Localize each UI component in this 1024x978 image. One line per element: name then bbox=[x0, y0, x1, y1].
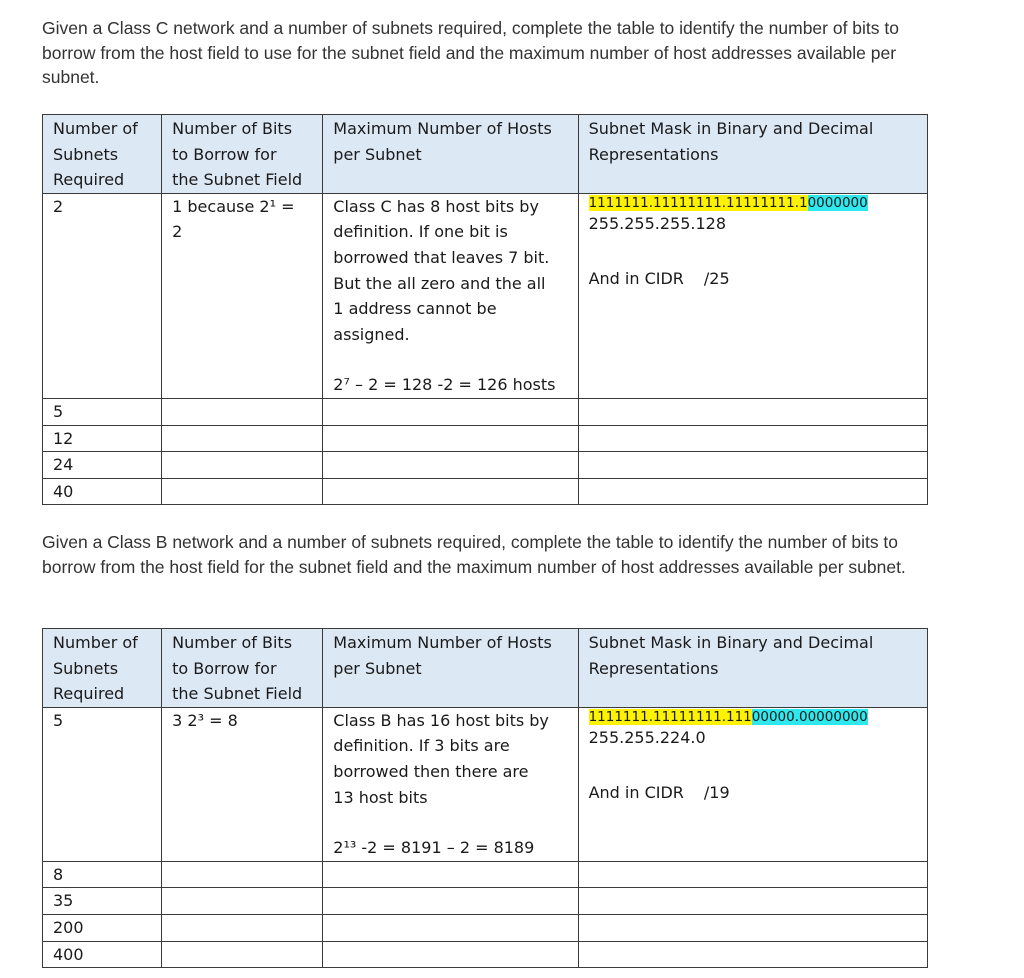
table-row bbox=[43, 398, 928, 425]
cell-subnet-mask bbox=[578, 707, 927, 861]
cell-subnets: 35 bbox=[43, 888, 162, 915]
mask-binary: 1111111.11111111.11100000.00000000 bbox=[588, 708, 868, 725]
cell-subnets: 24 bbox=[43, 452, 162, 479]
cell-subnets: 8 bbox=[43, 861, 162, 888]
cidr-line: And in CIDR /19 bbox=[588, 783, 730, 803]
mask-binary: 1111111.11111111.11111111.10000000 bbox=[588, 194, 868, 211]
table-row bbox=[43, 941, 928, 968]
table-row bbox=[43, 193, 928, 398]
class-c-instructions: Given a Class C network and a number of subnets required, complete the table to identify the number of bits to borrow from the host field to use for the subnet field and the maximum number of host addresses available per subnet. bbox=[42, 18, 899, 87]
table-row bbox=[43, 914, 928, 941]
class-c-subnet-table bbox=[42, 114, 928, 505]
cell-subnet-mask bbox=[578, 193, 927, 398]
header-subnet-mask: Subnet Mask in Binary and Decimal Representations bbox=[578, 629, 927, 708]
mask-decimal: 255.255.255.128 bbox=[588, 213, 726, 233]
cell-subnets: 12 bbox=[43, 425, 162, 452]
table-row bbox=[43, 452, 928, 479]
mask-decimal: 255.255.224.0 bbox=[588, 727, 706, 747]
header-subnet-mask: Subnet Mask in Binary and Decimal Representations bbox=[578, 115, 927, 194]
cell-hosts: Class B has 16 host bits by definition. If 3 bits are borrowed then there are 13 host bits 2¹³ -2 = 8191 – 2 = 8189 bbox=[323, 707, 578, 861]
cell-bits: 3 2³ = 8 bbox=[162, 707, 323, 861]
cell-bits: 1 because 2¹ = 2 bbox=[162, 193, 323, 398]
header-max-hosts: Maximum Number of Hosts per Subnet bbox=[323, 629, 578, 708]
cidr-line: And in CIDR /25 bbox=[588, 269, 730, 289]
cell-subnets: 40 bbox=[43, 478, 162, 505]
table-row bbox=[43, 478, 928, 505]
class-b-instructions: Given a Class B network and a number of subnets required, complete the table to identify the number of bits to borrow from the host field for the subnet field and the maximum number of host addresses available per subnet. bbox=[42, 532, 906, 577]
header-bits-to-borrow: Number of Bits to Borrow for the Subnet Field bbox=[162, 115, 323, 194]
cell-subnets: 5 bbox=[43, 398, 162, 425]
header-subnets-required: Number of Subnets Required bbox=[43, 115, 162, 194]
cell-subnets: 400 bbox=[43, 941, 162, 968]
header-bits-to-borrow: Number of Bits to Borrow for the Subnet Field bbox=[162, 629, 323, 708]
cell-subnets: 200 bbox=[43, 914, 162, 941]
table-row bbox=[43, 888, 928, 915]
hosts-formula: 2¹³ -2 = 8191 – 2 = 8189 bbox=[333, 838, 535, 858]
table-header-row bbox=[43, 115, 928, 194]
cell-subnets: 2 bbox=[43, 193, 162, 398]
cell-subnets: 5 bbox=[43, 707, 162, 861]
cell-hosts: Class C has 8 host bits by definition. If one bit is borrowed that leaves 7 bit. But the all zero and the all 1 address cannot be assigned. 2⁷ – 2 = 128 -2 = 126 hosts bbox=[323, 193, 578, 398]
header-subnets-required: Number of Subnets Required bbox=[43, 629, 162, 708]
table-row bbox=[43, 425, 928, 452]
table-row bbox=[43, 707, 928, 861]
table-row bbox=[43, 861, 928, 888]
header-max-hosts: Maximum Number of Hosts per Subnet bbox=[323, 115, 578, 194]
hosts-formula: 2⁷ – 2 = 128 -2 = 126 hosts bbox=[333, 375, 556, 395]
table-header-row bbox=[43, 629, 928, 708]
class-b-subnet-table bbox=[42, 628, 928, 968]
